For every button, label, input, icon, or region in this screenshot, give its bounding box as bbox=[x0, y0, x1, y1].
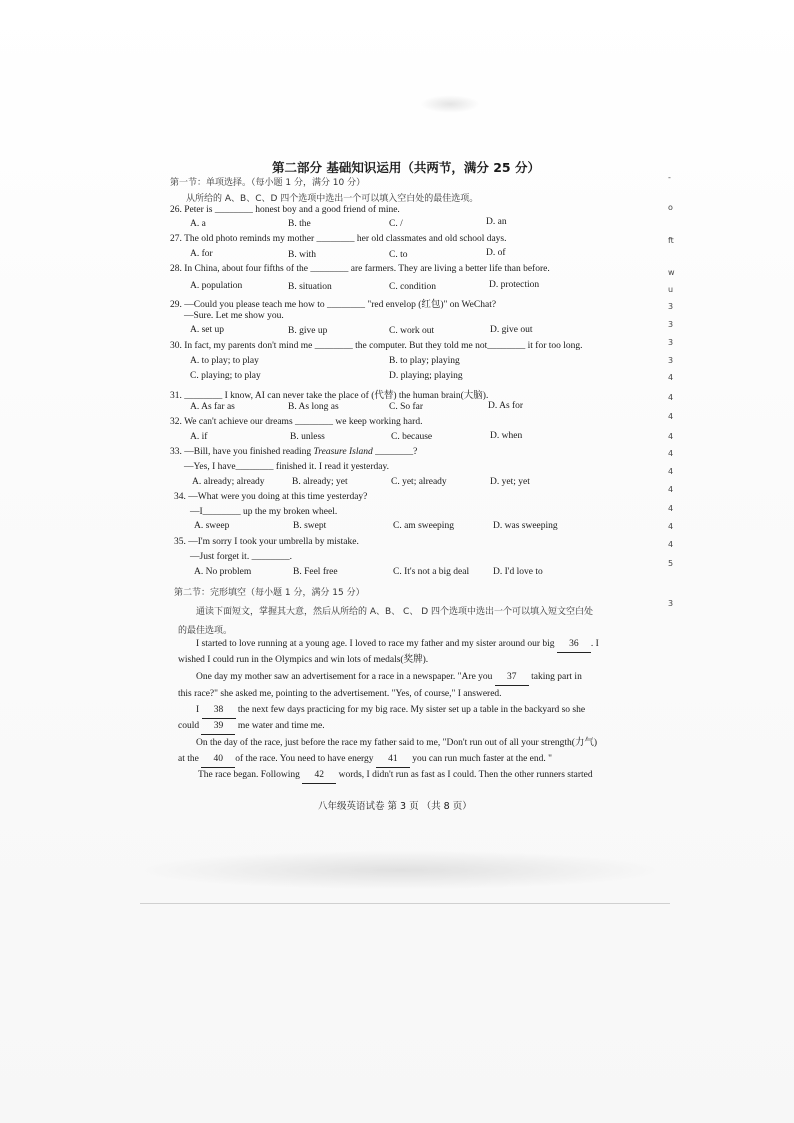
q31-option-c: C. So far bbox=[389, 402, 424, 412]
q34-option-d: D. was sweeping bbox=[493, 521, 558, 531]
passage-line bbox=[178, 718, 325, 735]
edge-mark: 4 bbox=[668, 504, 674, 513]
q33-stem-end: ________? bbox=[372, 447, 418, 457]
question-26-stem: 26. Peter is ________ honest boy and a good friend of mine. bbox=[170, 205, 400, 215]
q30-option-b: B. to play; playing bbox=[389, 356, 460, 366]
q34-option-a: A. sweep bbox=[194, 521, 230, 531]
q35-option-a: A. No problem bbox=[194, 567, 252, 577]
q33-option-d: D. yet; yet bbox=[490, 477, 530, 487]
q33-stem-start: 33. —Bill, have you finished reading bbox=[170, 447, 314, 457]
question-30-stem: 30. In fact, my parents don't mind me ________ the computer. But they told me not________ it for too long. bbox=[170, 341, 583, 351]
passage-text: . I bbox=[590, 639, 599, 649]
q28-option-a: A. population bbox=[190, 281, 243, 291]
edge-mark: 4 bbox=[668, 412, 674, 421]
question-34-stem: 34. —What were you doing at this time yesterday? bbox=[174, 492, 368, 502]
q30-option-c: C. playing; to play bbox=[190, 371, 261, 381]
scan-smudge bbox=[130, 850, 670, 890]
scan-edge-line bbox=[140, 903, 670, 904]
passage-line bbox=[178, 751, 552, 768]
q27-option-d: D. of bbox=[486, 248, 506, 258]
question-31-stem: 31. ________ I know, AI can never take the place of (代替) the human brain(大脑). bbox=[170, 391, 489, 401]
passage-text: at the bbox=[178, 754, 199, 764]
q31-option-d: D. As for bbox=[488, 401, 524, 411]
question-28-stem: 28. In China, about four fifths of the ________ are farmers. They are living a better life than before. bbox=[170, 264, 550, 274]
q35-option-b: B. Feel free bbox=[293, 567, 338, 577]
edge-mark: 3 bbox=[668, 356, 674, 365]
passage-text: I bbox=[196, 705, 200, 715]
q29-option-a: A. set up bbox=[190, 325, 225, 335]
passage-line bbox=[198, 767, 593, 784]
blank-39: 39 bbox=[201, 718, 235, 735]
part1-instruction: 从所给的 A、B、C、D 四个选项中选出一个可以填入空白处的最佳选项。 bbox=[186, 194, 479, 204]
q29-option-d: D. give out bbox=[490, 325, 533, 335]
question-35-reply: —Just forget it. ________. bbox=[190, 552, 292, 562]
q32-option-c: C. because bbox=[391, 432, 433, 442]
edge-mark: 3 bbox=[668, 338, 674, 347]
passage-line bbox=[196, 636, 599, 653]
q33-option-c: C. yet; already bbox=[391, 477, 447, 487]
passage-text: me water and time me. bbox=[237, 721, 325, 731]
q27-option-a: A. for bbox=[190, 249, 213, 259]
q28-option-d: D. protection bbox=[489, 280, 540, 290]
q33-option-a: A. already; already bbox=[192, 477, 265, 487]
q27-option-c: C. to bbox=[389, 250, 408, 260]
edge-mark: 3 bbox=[668, 302, 674, 311]
part2-instruction-line1: 通读下面短文，掌握其大意，然后从所给的 A、B、 C、 D 四个选项中选出一个可以填入短文空白处 bbox=[196, 607, 593, 617]
passage-text: One day my mother saw an advertisement for a race in a newspaper. "Are you bbox=[196, 672, 493, 682]
question-35-stem: 35. —I'm sorry I took your umbrella by mistake. bbox=[174, 537, 359, 547]
question-29-reply: —Sure. Let me show you. bbox=[184, 311, 284, 321]
q28-option-c: C. condition bbox=[389, 282, 436, 292]
blank-40: 40 bbox=[201, 751, 235, 768]
edge-mark: 4 bbox=[668, 373, 674, 382]
q26-option-c: C. / bbox=[389, 219, 403, 229]
passage-text: I started to love running at a young age. I loved to race my father and my sister around our big bbox=[196, 639, 555, 649]
blank-41: 41 bbox=[376, 751, 410, 768]
part2-heading: 第二节：完形填空（每小题 1 分，满分 15 分） bbox=[174, 588, 365, 598]
edge-mark: 3 bbox=[668, 599, 674, 608]
edge-mark: 5 bbox=[668, 559, 674, 568]
edge-mark: w bbox=[668, 268, 675, 277]
q31-option-a: A. As far as bbox=[190, 402, 235, 412]
edge-mark: 4 bbox=[668, 467, 674, 476]
blank-42: 42 bbox=[302, 767, 336, 784]
passage-line: wished I could run in the Olympics and win lots of medals(奖牌). bbox=[178, 655, 429, 665]
passage-text: The race began. Following bbox=[198, 770, 300, 780]
blank-36: 36 bbox=[557, 636, 591, 653]
question-29-stem: 29. —Could you please teach me how to ________ "red envelop (红包)" on WeChat? bbox=[170, 300, 497, 310]
q34-option-b: B. swept bbox=[293, 521, 327, 531]
q35-option-d: D. I'd love to bbox=[493, 567, 543, 577]
page-footer: 八年级英语试卷 第 3 页 （共 8 页） bbox=[318, 801, 472, 812]
edge-mark: 4 bbox=[668, 449, 674, 458]
q28-option-b: B. situation bbox=[288, 282, 332, 292]
passage-text: could bbox=[178, 721, 200, 731]
question-34-reply: —I________ up the my broken wheel. bbox=[190, 507, 338, 517]
passage-text: the next few days practicing for my big race. My sister set up a table in the backyard so she bbox=[237, 705, 586, 715]
edge-mark: 4 bbox=[668, 432, 674, 441]
passage-text: of the race. You need to have energy bbox=[235, 754, 374, 764]
q32-option-b: B. unless bbox=[290, 432, 325, 442]
q35-option-c: C. It's not a big deal bbox=[393, 567, 470, 577]
q27-option-b: B. with bbox=[288, 250, 316, 260]
q26-option-b: B. the bbox=[288, 219, 311, 229]
q26-option-d: D. an bbox=[486, 217, 507, 227]
passage-line: this race?" she asked me, pointing to the advertisement. "Yes, of course," I answered. bbox=[178, 689, 502, 699]
edge-mark: 3 bbox=[668, 320, 674, 329]
blank-38: 38 bbox=[202, 702, 236, 719]
edge-mark: ft bbox=[668, 236, 674, 245]
q30-option-a: A. to play; to play bbox=[190, 356, 259, 366]
passage-text: you can run much faster at the end. " bbox=[412, 754, 553, 764]
section-title: 第二部分 基础知识运用（共两节，满分 25 分） bbox=[272, 160, 540, 175]
q32-option-a: A. if bbox=[190, 432, 208, 442]
q34-option-c: C. am sweeping bbox=[393, 521, 454, 531]
passage-line bbox=[196, 702, 585, 719]
q33-option-b: B. already; yet bbox=[292, 477, 348, 487]
passage-line bbox=[196, 669, 582, 686]
edge-mark: 4 bbox=[668, 393, 674, 402]
part2-instruction-line2: 的最佳选项。 bbox=[178, 626, 233, 636]
edge-mark: 4 bbox=[668, 485, 674, 494]
question-32-stem: 32. We can't achieve our dreams ________ we keep working hard. bbox=[170, 417, 423, 427]
question-33-reply: —Yes, I have________ finished it. I read it yesterday. bbox=[184, 462, 390, 472]
passage-text: words, I didn't run as fast as I could. Then the other runners started bbox=[338, 770, 593, 780]
q33-book-title: Treasure Island bbox=[313, 447, 373, 457]
scan-smudge bbox=[420, 95, 480, 113]
q29-option-c: C. work out bbox=[389, 326, 435, 336]
q29-option-b: B. give up bbox=[288, 326, 328, 336]
question-27-stem: 27. The old photo reminds my mother ________ her old classmates and old school days. bbox=[170, 234, 507, 244]
edge-mark: u bbox=[668, 285, 674, 294]
q31-option-b: B. As long as bbox=[288, 402, 339, 412]
edge-mark: 4 bbox=[668, 522, 674, 531]
q30-option-d: D. playing; playing bbox=[389, 371, 463, 381]
passage-line: On the day of the race, just before the race my father said to me, "Don't run out of all your strength(力气) bbox=[196, 738, 598, 748]
blank-37: 37 bbox=[495, 669, 529, 686]
part1-heading: 第一节：单项选择。（每小题 1 分，满分 10 分） bbox=[170, 178, 366, 188]
q26-option-a: A. a bbox=[190, 219, 206, 229]
question-33-stem bbox=[170, 447, 417, 457]
edge-mark: o bbox=[668, 203, 673, 212]
edge-mark: - bbox=[668, 173, 671, 182]
q32-option-d: D. when bbox=[490, 431, 523, 441]
edge-mark: 4 bbox=[668, 540, 674, 549]
passage-text: taking part in bbox=[531, 672, 582, 682]
